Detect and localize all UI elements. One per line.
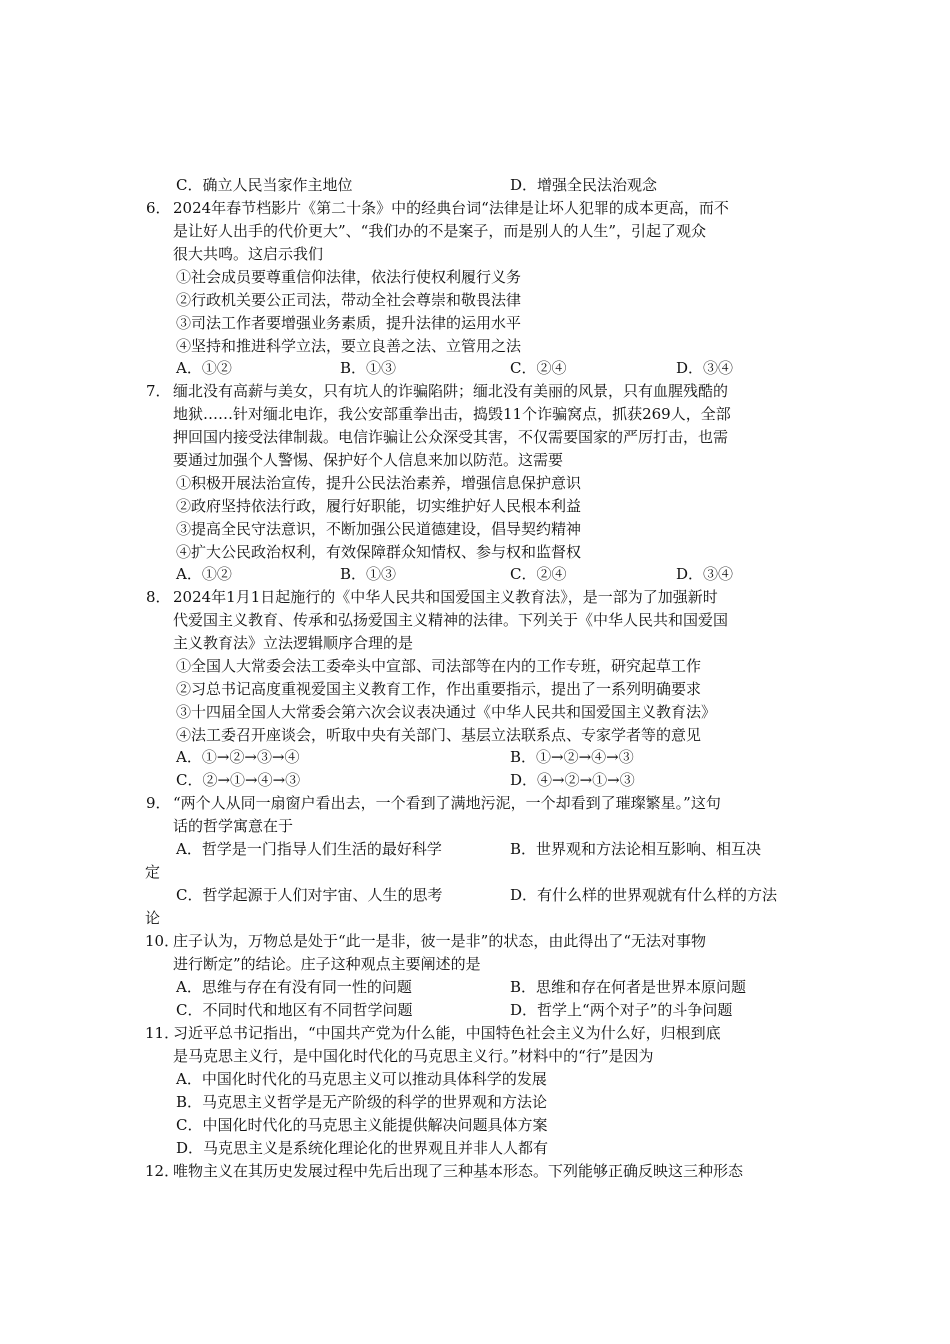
question-stem: 要通过加强个人警惕、保护好个人信息来加以防范。这需要 [173, 451, 564, 469]
option-c: C．②→①→④→③ [176, 771, 301, 789]
option-b-wrap: 定 [145, 863, 161, 881]
statement: ③司法工作者要增强业务素质，提升法律的运用水平 [176, 314, 522, 332]
option-a: A．思维与存在有没有同一性的问题 [176, 978, 412, 996]
option-a: A．中国化时代化的马克思主义可以推动具体科学的发展 [176, 1070, 547, 1088]
option-d: D．④→②→①→③ [510, 771, 635, 789]
option-b: B．马克思主义哲学是无产阶级的科学的世界观和方法论 [176, 1093, 548, 1111]
option-d: D．③④ [676, 565, 734, 583]
question-stem: 进行断定”的结论。庄子这种观点主要阐述的是 [173, 955, 481, 973]
question-stem: 2024年1月1日起施行的《中华人民共和国爱国主义教育法》，是一部为了加强新时 [173, 588, 718, 606]
question-stem: 习近平总书记指出，“中国共产党为什么能，中国特色社会主义为什么好，归根到底 [173, 1024, 721, 1042]
option-b: B．世界观和方法论相互影响、相互决 [510, 840, 762, 858]
question-number: 10． [145, 932, 180, 950]
question-stem: 缅北没有高薪与美女，只有坑人的诈骗陷阱；缅北没有美丽的风景，只有血腥残酷的 [173, 382, 729, 400]
q5-option-c: C．确立人民当家作主地位 [176, 176, 353, 194]
option-c: C．②④ [510, 565, 567, 583]
question-stem: “两个人从同一扇窗户看出去，一个看到了满地污泥，一个却看到了璀璨繁星。”这句 [173, 794, 721, 812]
option-d: D．哲学上“两个对子”的斗争问题 [510, 1001, 733, 1019]
option-b: B．①→②→④→③ [510, 748, 634, 766]
option-c: C．不同时代和地区有不同哲学问题 [176, 1001, 413, 1019]
option-d: D．③④ [676, 359, 734, 377]
statement: ④坚持和推进科学立法，要立良善之法、立管用之法 [176, 337, 522, 355]
option-a: A．①② [176, 359, 232, 377]
statement: ④法工委召开座谈会，听取中央有关部门、基层立法联系点、专家学者等的意见 [176, 726, 702, 744]
option-b: B．思维和存在何者是世界本原问题 [510, 978, 747, 996]
question-stem: 唯物主义在其历史发展过程中先后出现了三种基本形态。下列能够正确反映这三种形态 [173, 1162, 744, 1180]
question-stem: 主义教育法》立法逻辑顺序合理的是 [173, 634, 414, 652]
option-b: B．①③ [340, 565, 397, 583]
option-c: C．哲学起源于人们对宇宙、人生的思考 [176, 886, 443, 904]
question-stem: 地狱……针对缅北电诈，我公安部重拳出击，捣毁11个诈骗窝点，抓获269人，全部 [173, 405, 731, 423]
statement: ④扩大公民政治权利，有效保障群众知情权、参与权和监督权 [176, 543, 582, 561]
statement: ①积极开展法治宣传，提升公民法治素养，增强信息保护意识 [176, 474, 582, 492]
statement: ②政府坚持依法行政，履行好职能，切实维护好人民根本利益 [176, 497, 582, 515]
q5-option-d: D．增强全民法治观念 [510, 176, 658, 194]
question-stem: 话的哲学寓意在于 [173, 817, 294, 835]
question-stem: 是马克思主义行，是中国化时代化的马克思主义行。”材料中的“行”是因为 [173, 1047, 654, 1065]
question-number: 8． [146, 588, 171, 606]
question-stem: 很大共鸣。这启示我们 [173, 245, 324, 263]
option-a: A．①② [176, 565, 232, 583]
question-number: 9． [146, 794, 171, 812]
option-d-wrap: 论 [145, 909, 161, 927]
option-a: A．哲学是一门指导人们生活的最好科学 [176, 840, 442, 858]
question-number: 6． [146, 199, 171, 217]
option-d: D．有什么样的世界观就有什么样的方法 [510, 886, 778, 904]
option-c: C．②④ [510, 359, 567, 377]
statement: ②行政机关要公正司法，带动全社会尊崇和敬畏法律 [176, 291, 522, 309]
question-stem: 2024年春节档影片《第二十条》中的经典台词“法律是让坏人犯罪的成本更高，而不 [173, 199, 729, 217]
statement: ③十四届全国人大常委会第六次会议表决通过《中华人民共和国爱国主义教育法》 [176, 703, 717, 721]
question-number: 11． [145, 1024, 180, 1042]
question-stem: 押回国内接受法律制裁。电信诈骗让公众深受其害，不仅需要国家的严厉打击，也需 [173, 428, 729, 446]
option-a: A．①→②→③→④ [176, 748, 300, 766]
statement: ①社会成员要尊重信仰法律，依法行使权利履行义务 [176, 268, 522, 286]
option-b: B．①③ [340, 359, 397, 377]
statement: ③提高全民守法意识，不断加强公民道德建设，倡导契约精神 [176, 520, 582, 538]
question-stem: 庄子认为，万物总是处于“此一是非，彼一是非”的状态，由此得出了“无法对事物 [173, 932, 707, 950]
option-d: D．马克思主义是系统化理论化的世界观且并非人人都有 [176, 1139, 549, 1157]
question-stem: 代爱国主义教育、传承和弘扬爱国主义精神的法律。下列关于《中华人民共和国爱国 [173, 611, 729, 629]
question-stem: 是让好人出手的代价更大”、“我们办的不是案子，而是别人的人生”，引起了观众 [173, 222, 707, 240]
statement: ②习总书记高度重视爱国主义教育工作，作出重要指示，提出了一系列明确要求 [176, 680, 702, 698]
option-c: C．中国化时代化的马克思主义能提供解决问题具体方案 [176, 1116, 548, 1134]
statement: ①全国人大常委会法工委牵头中宣部、司法部等在内的工作专班，研究起草工作 [176, 657, 702, 675]
question-number: 7． [146, 382, 171, 400]
question-number: 12． [145, 1162, 180, 1180]
